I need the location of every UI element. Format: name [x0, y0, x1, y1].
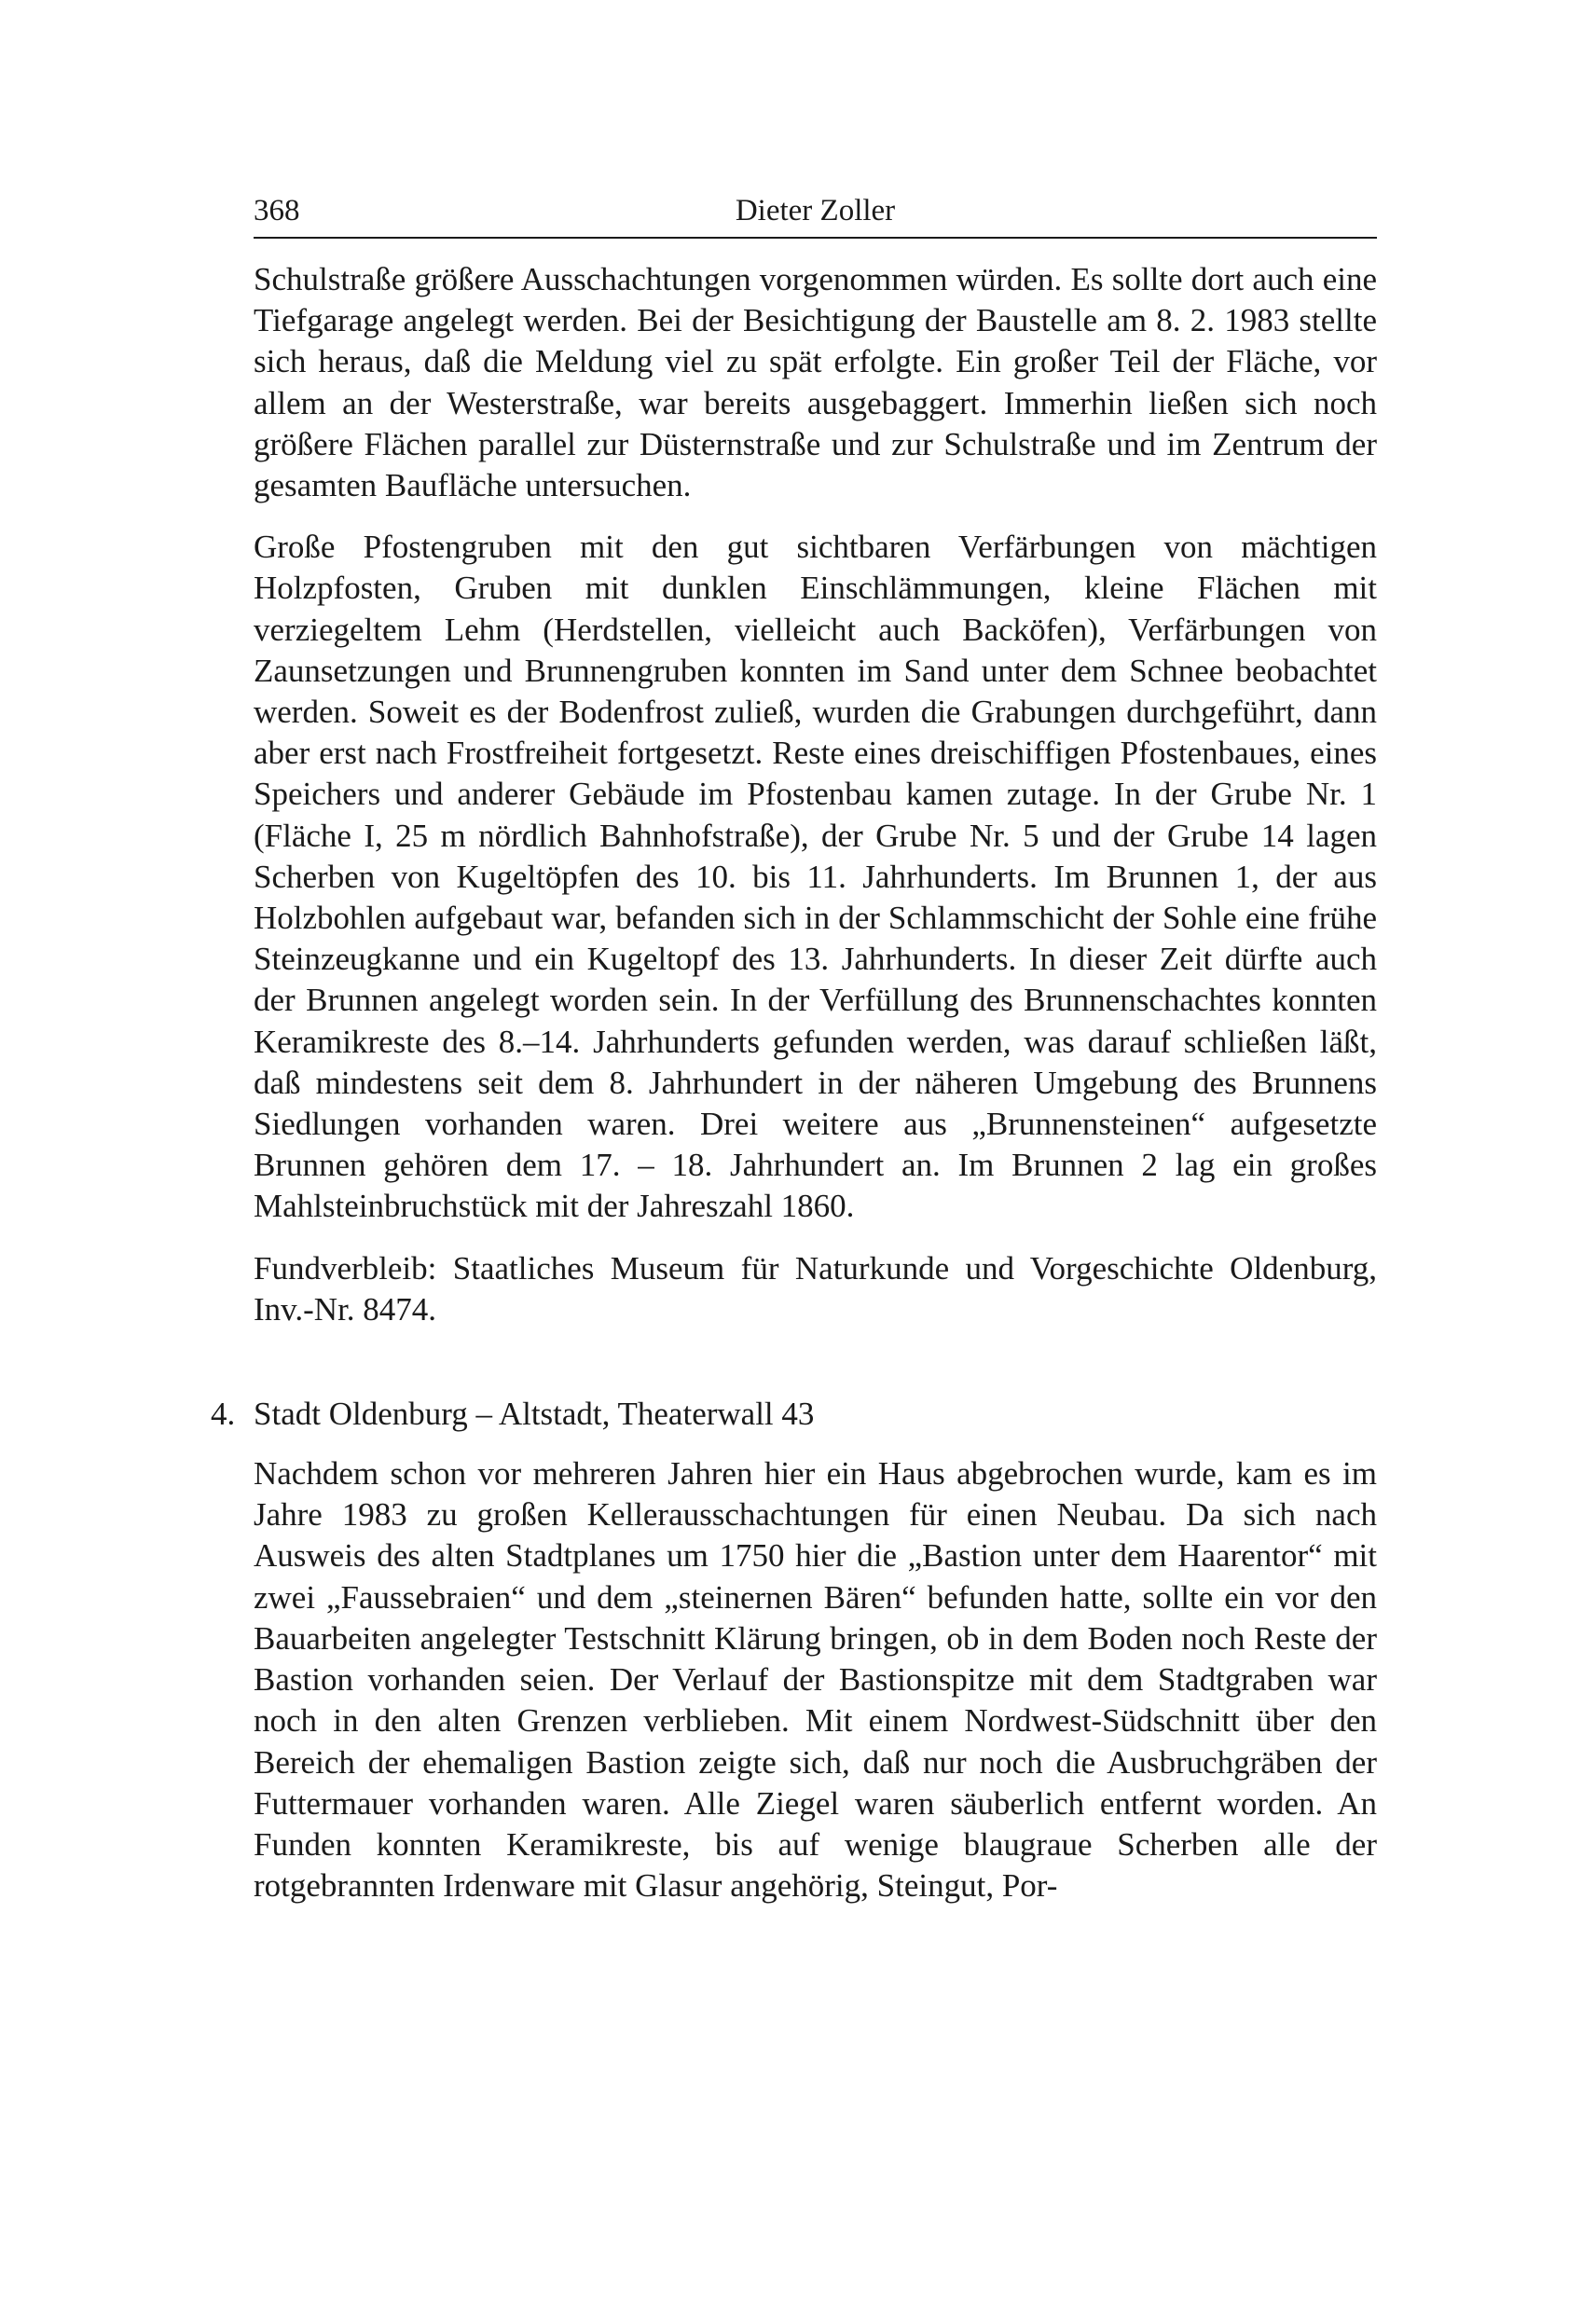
page-number: 368 [254, 194, 300, 227]
running-header [254, 186, 1377, 235]
section-title: Stadt Oldenburg – Altstadt, Theaterwall 43 [254, 1396, 815, 1433]
paragraph-1: Schulstraße größere Ausschachtungen vorgenommen würden. Es sollte dort auch eine Tiefgarage angelegt werden. Bei der Besichtigung der Baustelle am 8. 2. 1983 stellte sich heraus, daß die Meldung viel zu spät erfolgte. Ein großer Teil der Fläche, vor allem an der Westerstraße, war bereits ausgebaggert. Immerhin ließen sich noch größere Flächen parallel zur Düsternstraße und zur Schulstraße und im Zentrum der gesamten Baufläche untersuchen. [254, 261, 1377, 504]
section-heading [211, 1394, 1377, 1435]
running-title: Dieter Zoller [735, 194, 896, 227]
paragraph-2: Große Pfostengruben mit den gut sichtbaren Verfärbungen von mächtigen Holzpfosten, Gruben mit dunklen Einschlämmungen, kleine Flächen mit verziegeltem Lehm (Herdstellen, vielleicht auch Backöfen), Verfärbungen von Zaunsetzungen und Brunnengruben konnten im Sand unter dem Schnee beobachtet werden. Soweit es der Bodenfrost zuließ, wurden die Grabungen durchgeführt, dann aber erst nach Frostfreiheit fortgesetzt. Reste eines dreischiffigen Pfostenbaues, eines Speichers und anderer Gebäude im Pfostenbau kamen zutage. In der Grube Nr. 1 (Fläche I, 25 m nördlich Bahnhofstraße), der Grube Nr. 5 und der Grube 14 lagen Scherben von Kugeltöpfen des 10. bis 11. Jahrhunderts. Im Brunnen 1, der aus Holzbohlen aufgebaut war, befanden sich in der Schlammschicht der Sohle eine frühe Steinzeugkanne und ein Kugeltopf des 13. Jahrhunderts. In dieser Zeit dürfte auch der Brunnen angelegt worden sein. In der Verfüllung des Brunnenschachtes konnten Keramikreste des 8.–14. Jahrhunderts gefunden werden, was darauf schließen läßt, daß mindestens seit dem 8. Jahrhundert in der näheren Umgebung des Brunnens Siedlungen vorhanden waren. Drei weitere aus „Brunnensteinen“ aufgesetzte Brunnen gehören dem 17. – 18. Jahrhundert an. Im Brunnen 2 lag ein großes Mahlsteinbruchstück mit der Jahreszahl 1860. [254, 529, 1377, 1225]
section-paragraph: Nachdem schon vor mehreren Jahren hier ein Haus abgebrochen wurde, kam es im Jahre 1983 zu großen Kellerausschachtungen für einen Neubau. Da sich nach Ausweis des alten Stadtplanes um 1750 hier die „Bastion unter dem Haarentor“ mit zwei „Faussebraien“ und dem „steinernen Bären“ befunden hatte, sollte ein vor den Bauarbeiten angelegter Testschnitt Klärung bringen, ob in dem Boden noch Reste der Bastion vorhanden seien. Der Verlauf der Bastionspitze mit dem Stadtgraben war noch in den alten Grenzen verblieben. Mit einem Nordwest-Südschnitt über den Bereich der ehemaligen Bastion zeigte sich, daß nur noch die Ausbruchgräben der Futtermauer vorhanden waren. Alle Ziegel waren säuberlich entfernt worden. An Funden konnten Keramikreste, bis auf wenige blaugraue Scherben alle der rotgebrannten Irdenware mit Glasur angehörig, Steingut, Por- [254, 1455, 1377, 1905]
paragraph-3: Fundverbleib: Staatliches Museum für Naturkunde und Vorgeschichte Oldenburg, Inv.-Nr. 8474. [254, 1249, 1377, 1328]
section-number: 4. [211, 1396, 236, 1433]
document-page [211, 186, 1377, 1927]
header-rule [254, 237, 1377, 239]
